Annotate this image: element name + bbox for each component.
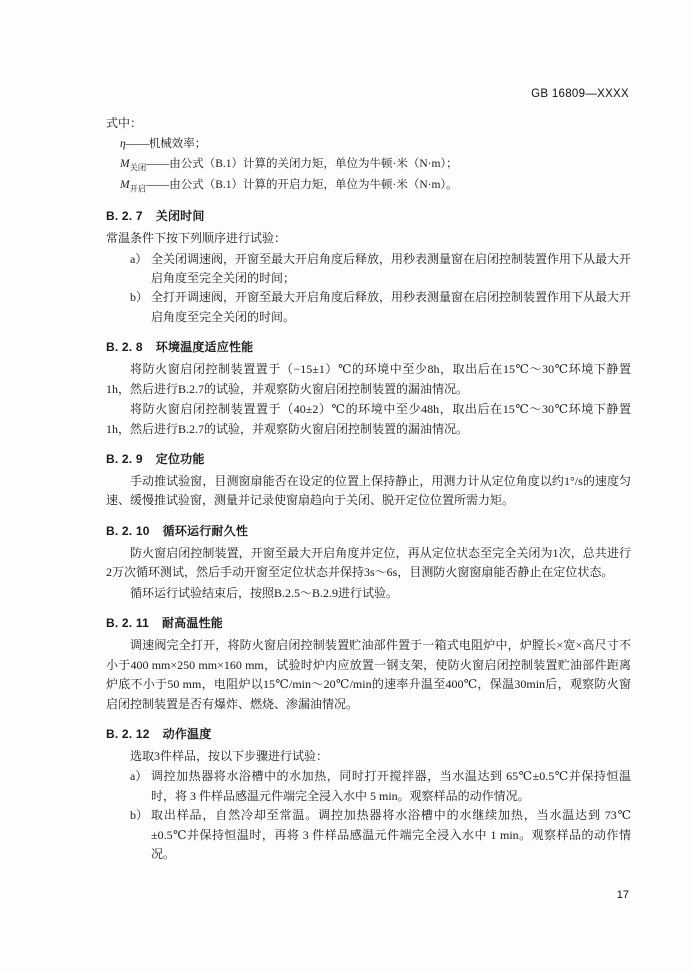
- clause-b211-paragraph-0: 调速阀完全打开，将防火窗启闭控制装置贮油部件置于一箱式电阻炉中，炉膛长×宽×高尺寸不小于400 mm×250 mm×160 mm，试验时炉内应放置一钢支架，使防火窗启闭控制装置贮油部件距离炉底不小于50 mm，电阻炉以15℃/min～20℃/min的速率升温至400℃，保温30min后，观察防火窗启闭控制装置是否有爆炸、燃烧、渗漏油情况。: [106, 638, 631, 711]
- page-number: 17: [616, 889, 629, 901]
- page-header-standard-code: GB 16809—XXXX: [531, 88, 629, 100]
- clause-title-b211: 耐高温性能: [161, 616, 223, 631]
- clause-title-b28: 环境温度适应性能: [155, 340, 254, 355]
- clause-b28-paragraph-1: 将防火窗启闭控制装置置于（40±2）℃的环境中至少48h，取出后在15℃～30℃环境下静置1h，然后进行B.2.7的试验，并观察防火窗启闭控制装置的漏油情况。: [106, 402, 631, 436]
- symbol-definition-item: [106, 155, 631, 176]
- symbol-eta: η: [120, 138, 126, 151]
- symbol-dash-1: ——: [146, 157, 170, 170]
- clause-heading-b211: [106, 614, 631, 631]
- symbol-text-0: 机械效率；: [148, 138, 207, 151]
- clause-heading-b29: [106, 450, 631, 467]
- document-body: [106, 114, 631, 865]
- clause-title-b27: 关闭时间: [155, 209, 205, 224]
- symbol-subscript-open: 开启: [129, 183, 147, 193]
- symbol-definition-item: [106, 176, 631, 197]
- clause-heading-b210: [106, 522, 631, 539]
- clause-number-b27: B. 2. 7: [106, 209, 143, 224]
- list-marker: b）: [130, 808, 149, 823]
- clause-b29-paragraph-0: 手动推试验窗，目测窗扇能否在设定的位置上保持静止，用测力计从定位角度以约1°/s的速度匀速、缓慢推试验窗，测量并记录使窗扇趋向于关闭、脱开定位位置所需力矩。: [106, 474, 631, 508]
- list-item-text: 全打开调速阀，开窗至最大开启角度后释放，用秒表测量窗在启闭控制装置作用下从最大开启角度至完全关闭的时间。: [151, 290, 632, 324]
- symbol-m-close: M: [120, 157, 130, 170]
- list-item-text: 调控加热器将水浴槽中的水加热，同时打开搅拌器，当水温达到 65℃±0.5℃并保持恒温时，将 3 件样品感温元件端完全浸入水中 5 min。观察样品的动作情况。: [151, 769, 631, 803]
- symbol-m-open: M: [120, 178, 130, 191]
- clause-title-b29: 定位功能: [155, 452, 205, 467]
- clause-b27-item-list: [106, 250, 631, 328]
- list-item: [106, 767, 631, 806]
- symbol-subscript-close: 关闭: [129, 163, 147, 173]
- clause-b210-paragraph-0: 防火窗启闭控制装置，开窗至最大开启角度并定位，再从定位状态至完全关闭为1次，总共进行2万次循环测试，然后手动开窗至定位状态并保持3s～6s，目测防火窗窗扇能否静止在定位状态。: [106, 545, 631, 580]
- clause-b28-paragraph-0: 将防火窗启闭控制装置置于（−15±1）℃的环境中至少8h，取出后在15℃～30℃环境下静置1h，然后进行B.2.7的试验，并观察防火窗启闭控制装置的漏油情况。: [106, 362, 631, 396]
- clause-b210-paragraph-1: 循环运行试验结束后，按照B.2.5～B.2.9进行试验。: [130, 585, 399, 600]
- clause-number-b29: B. 2. 9: [106, 452, 143, 467]
- symbol-dash-0: ——: [125, 138, 149, 151]
- clause-b212-paragraph-0: 选取3件样品，按以下步骤进行试验：: [130, 748, 329, 763]
- clause-b27-paragraph-0: 常温条件下按下列顺序进行试验：: [106, 231, 287, 246]
- list-item-text: 全关闭调速阀，开窗至最大开启角度后释放，用秒表测量窗在启闭控制装置作用下从最大开启角度至完全关闭的时间；: [151, 251, 632, 285]
- symbol-definition-list: [106, 135, 631, 196]
- clause-number-b28: B. 2. 8: [106, 340, 143, 355]
- clause-heading-b28: [106, 338, 631, 355]
- list-item: [106, 288, 631, 327]
- list-item: [106, 250, 631, 289]
- symbol-text-1: 由公式（B.1）计算的关闭力矩，单位为牛顿·米（N·m）；: [169, 157, 458, 170]
- clause-number-b211: B. 2. 11: [106, 616, 149, 631]
- symbol-dash-2: ——: [146, 178, 170, 191]
- symbol-text-2: 由公式（B.1）计算的开启力矩，单位为牛顿·米（N·m）。: [169, 178, 458, 191]
- list-marker: a）: [130, 251, 148, 266]
- clause-heading-b27: [106, 207, 631, 224]
- clause-number-b210: B. 2. 10: [106, 523, 150, 538]
- list-marker: b）: [130, 290, 149, 305]
- clause-title-b212: 动作温度: [162, 726, 212, 741]
- clause-number-b212: B. 2. 12: [106, 726, 150, 741]
- clause-b212-item-list: [106, 767, 631, 864]
- formula-intro-label: 式中：: [106, 116, 143, 130]
- symbol-definition-item: [106, 135, 631, 155]
- list-item-text: 取出样品，自然冷却至常温。调控加热器将水浴槽中的水继续加热，当水温达到 73℃±0.5℃并保持恒温时，再将 3 件样品感温元件端完全浸入水中 1 min。观察样品的动作情况。: [151, 808, 631, 862]
- list-item: [106, 806, 631, 864]
- list-marker: a）: [130, 769, 148, 784]
- clause-heading-b212: [106, 725, 631, 742]
- clause-title-b210: 循环运行耐久性: [162, 523, 249, 538]
